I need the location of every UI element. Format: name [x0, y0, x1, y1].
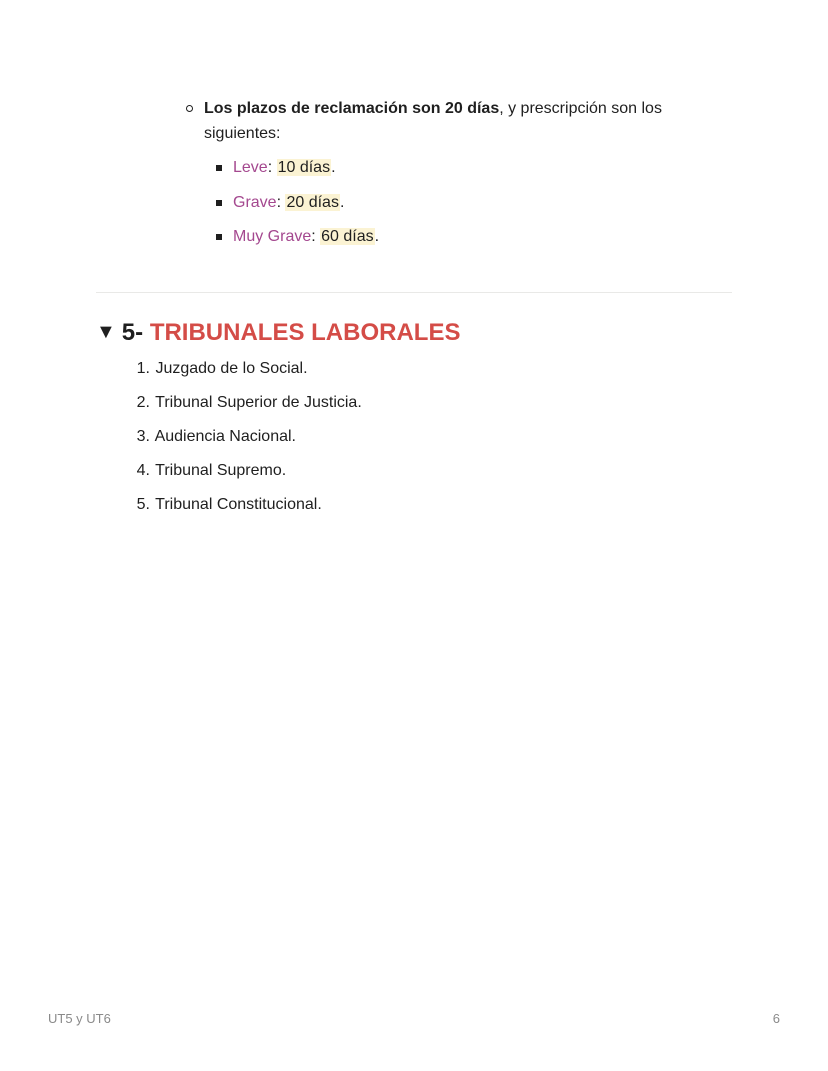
normal-text: , y prescripción son los siguientes: [204, 100, 662, 142]
toggle-triangle-icon[interactable]: ▼ [96, 321, 116, 343]
list-item [216, 190, 379, 225]
list-item [126, 458, 362, 492]
list-item-text: Tribunal Superior de Justicia. [155, 394, 362, 411]
period: . [374, 228, 380, 245]
list-item [126, 424, 362, 458]
square-bullet-icon [216, 165, 222, 171]
list-item [126, 492, 362, 526]
separator: : [311, 228, 321, 245]
section-title: TRIBUNALES LABORALES [149, 319, 461, 346]
list-item-plazos [186, 96, 706, 146]
list-item [126, 390, 362, 424]
list-number: 5. [136, 496, 150, 513]
level-name: Grave [233, 193, 277, 211]
highlighted-value: 10 días [277, 159, 331, 176]
square-bullet-icon [216, 234, 222, 240]
period: . [339, 193, 345, 211]
list-item [126, 356, 362, 390]
level-name: Muy Grave [233, 228, 312, 245]
list-number: 3. [136, 428, 150, 445]
list-item-text: Juzgado de lo Social. [155, 360, 308, 377]
level-name: Leve [233, 159, 268, 176]
prescription-list [216, 155, 379, 259]
period: . [331, 159, 336, 176]
list-item-text [204, 96, 706, 146]
tribunals-list [126, 356, 362, 526]
list-item-text: Audiencia Nacional. [154, 428, 296, 445]
list-number: 2. [136, 394, 150, 411]
separator: : [267, 159, 277, 176]
list-number: 4. [136, 462, 150, 479]
list-number: 1. [136, 360, 150, 377]
separator: : [276, 193, 286, 211]
list-item [216, 224, 379, 259]
list-item [216, 155, 379, 190]
divider [96, 292, 732, 293]
section-heading [96, 316, 460, 349]
section-number: 5- [121, 319, 150, 346]
highlighted-value: 20 días [286, 193, 339, 211]
highlighted-value: 60 días [321, 228, 374, 245]
footer-document-title: UT5 y UT6 [48, 1011, 111, 1026]
footer-page-number: 6 [772, 1011, 780, 1026]
list-item-text: Tribunal Supremo. [155, 462, 287, 479]
list-item-text: Tribunal Constitucional. [155, 496, 322, 513]
square-bullet-icon [216, 200, 222, 206]
bold-text: Los plazos de reclamación son 20 días [204, 100, 500, 117]
circle-bullet-icon [186, 105, 193, 112]
